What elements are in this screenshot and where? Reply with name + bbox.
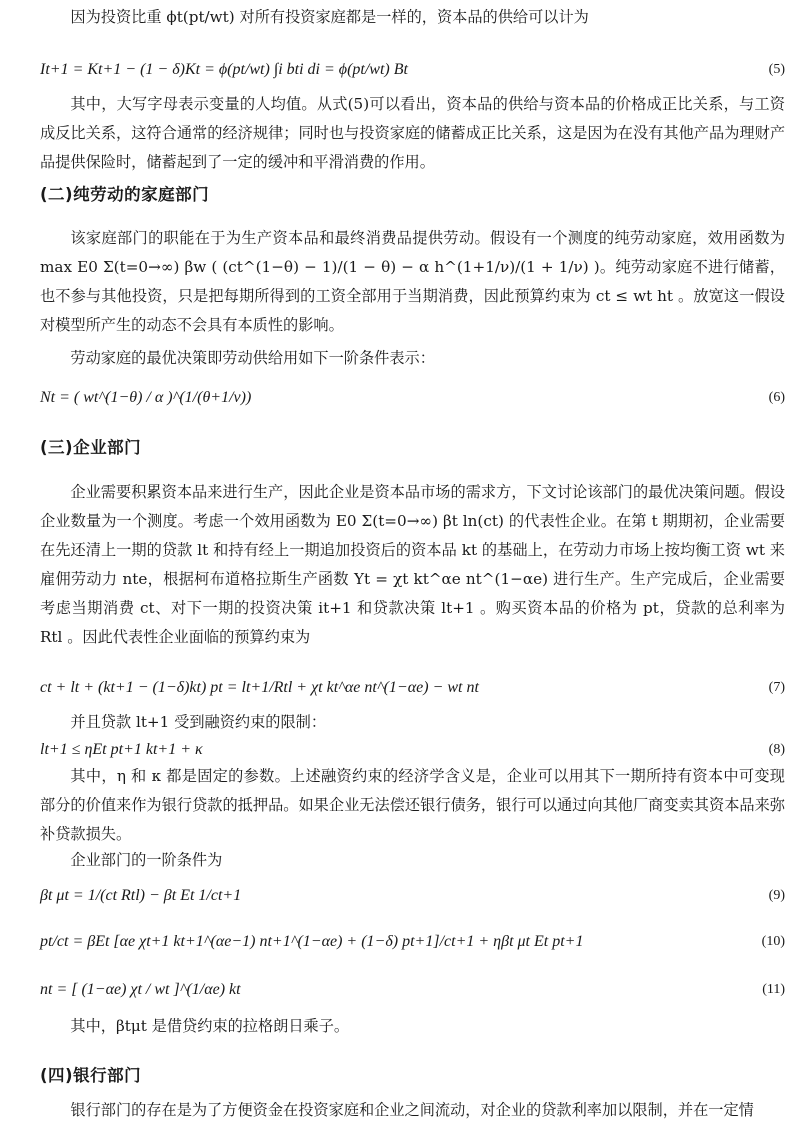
paragraph-firm-foc-intro: 企业部门的一阶条件为 (70, 851, 223, 869)
equation-10-number: (10) (761, 934, 785, 949)
paragraph-lagrange-multiplier: 其中，βtμt 是借贷约束的拉格朗日乘子。 (70, 1017, 350, 1035)
equation-8-number: (8) (768, 742, 785, 757)
paragraph-labor-supply-intro: 劳动家庭的最优决策即劳动供给用如下一阶条件表示： (70, 349, 435, 367)
paragraph-bank: 银行部门的存在是为了方便资金在投资家庭和企业之间流动，对企业的贷款利率加以限制，并在一定情 (70, 1101, 754, 1119)
paragraph-investment-share: 因为投资比重 ϕt(pt/wt) 对所有投资家庭都是一样的，资本品的供给可以计为 (70, 8, 589, 26)
equation-6-body: Nt = ( wt^(1−θ) / α )^(1/(θ+1/ν)) (40, 389, 252, 406)
section-heading-labor-household: (二)纯劳动的家庭部门 (40, 185, 210, 204)
equation-7 (40, 668, 785, 708)
equation-11-number: (11) (762, 982, 785, 997)
equation-5 (40, 50, 785, 90)
equation-10-body: pt/ct = βEt [αe χt+1 kt+1^(αe−1) nt+1^(1−αe) + (1−δ) pt+1]/ct+1 + ηβt μt Et pt+1 (40, 933, 584, 950)
paragraph-capital-supply: 其中，大写字母表示变量的人均值。从式(5)可以看出，资本品的供给与资本品的价格成正比关系，与工资成反比关系，这符合通常的经济规律；同时也与投资家庭的储蓄成正比关系，这是因为在没有其他产品为理财产品提供保险时，储蓄起到了一定的缓冲和平滑消费的作用。 (40, 95, 785, 171)
equation-9-body: βt μt = 1/(ct Rtl) − βt Et 1/ct+1 (40, 887, 242, 904)
equation-5-body: It+1 = Kt+1 − (1 − δ)Kt = ϕ(pt/wt) ∫i bti di = ϕ(pt/wt) Bt (40, 61, 408, 78)
section-heading-firm: (三)企业部门 (40, 438, 142, 457)
equation-6 (40, 378, 785, 418)
paragraph-loan-constraint: 并且贷款 lt+1 受到融资约束的限制： (70, 713, 327, 731)
equation-6-number: (6) (768, 390, 785, 405)
equation-7-number: (7) (768, 680, 785, 695)
paragraph-collateral: 其中，η 和 κ 都是固定的参数。上述融资约束的经济学含义是，企业可以用其下一期所持有资本中可变现部分的价值来作为银行贷款的抵押品。如果企业无法偿还银行债务，银行可以通过向其他厂商变卖其资本品来弥补贷款损失。 (40, 767, 785, 843)
equation-10 (40, 922, 785, 962)
equation-8-body: lt+1 ≤ ηEt pt+1 kt+1 + κ (40, 741, 203, 758)
equation-7-body: ct + lt + (kt+1 − (1−δ)kt) pt = lt+1/Rtl + χt kt^αe nt^(1−αe) − wt nt (40, 679, 479, 696)
equation-5-number: (5) (768, 62, 785, 77)
equation-11 (40, 970, 785, 1010)
paragraph-labor-household: 该家庭部门的职能在于为生产资本品和最终消费品提供劳动。假设有一个测度的纯劳动家庭，效用函数为 max E0 Σ(t=0→∞) βw ( (ct^(1−θ) − 1)/(1 − θ) − α h^(1+1/ν)/(1 + 1/ν) )。纯劳动家庭不进行储蓄，也不参与其他投资，只是把每期所得到的工资全部用于当期消费，因此预算约束为 ct ≤ wt ht 。放宽这一假设对模型所产生的动态不会具有本质性的影响。 (40, 229, 785, 334)
equation-9-number: (9) (768, 888, 785, 903)
section-heading-bank: (四)银行部门 (40, 1066, 142, 1085)
paragraph-firm: 企业需要积累资本品来进行生产，因此企业是资本品市场的需求方，下文讨论该部门的最优决策问题。假设企业数量为一个测度。考虑一个效用函数为 E0 Σ(t=0→∞) βt ln(ct) 的代表性企业。在第 t 期期初，企业需要在先还清上一期的贷款 lt 和持有经上一期追加投资后的资本品 kt 的基础上，在劳动力市场上按均衡工资 wt 来雇佣劳动力 nte，根据柯布道格拉斯生产函数 Yt = χt kt^αe nt^(1−αe) 进行生产。生产完成后，企业需要考虑当期消费 ct、对下一期的投资决策 it+1 和贷款决策 lt+1 。购买资本品的价格为 pt，贷款的总利率为 Rtl 。因此代表性企业面临的预算约束为 (40, 483, 785, 646)
equation-11-body: nt = [ (1−αe) χt / wt ]^(1/αe) kt (40, 981, 241, 998)
equation-8 (40, 736, 785, 764)
equation-9 (40, 876, 785, 916)
